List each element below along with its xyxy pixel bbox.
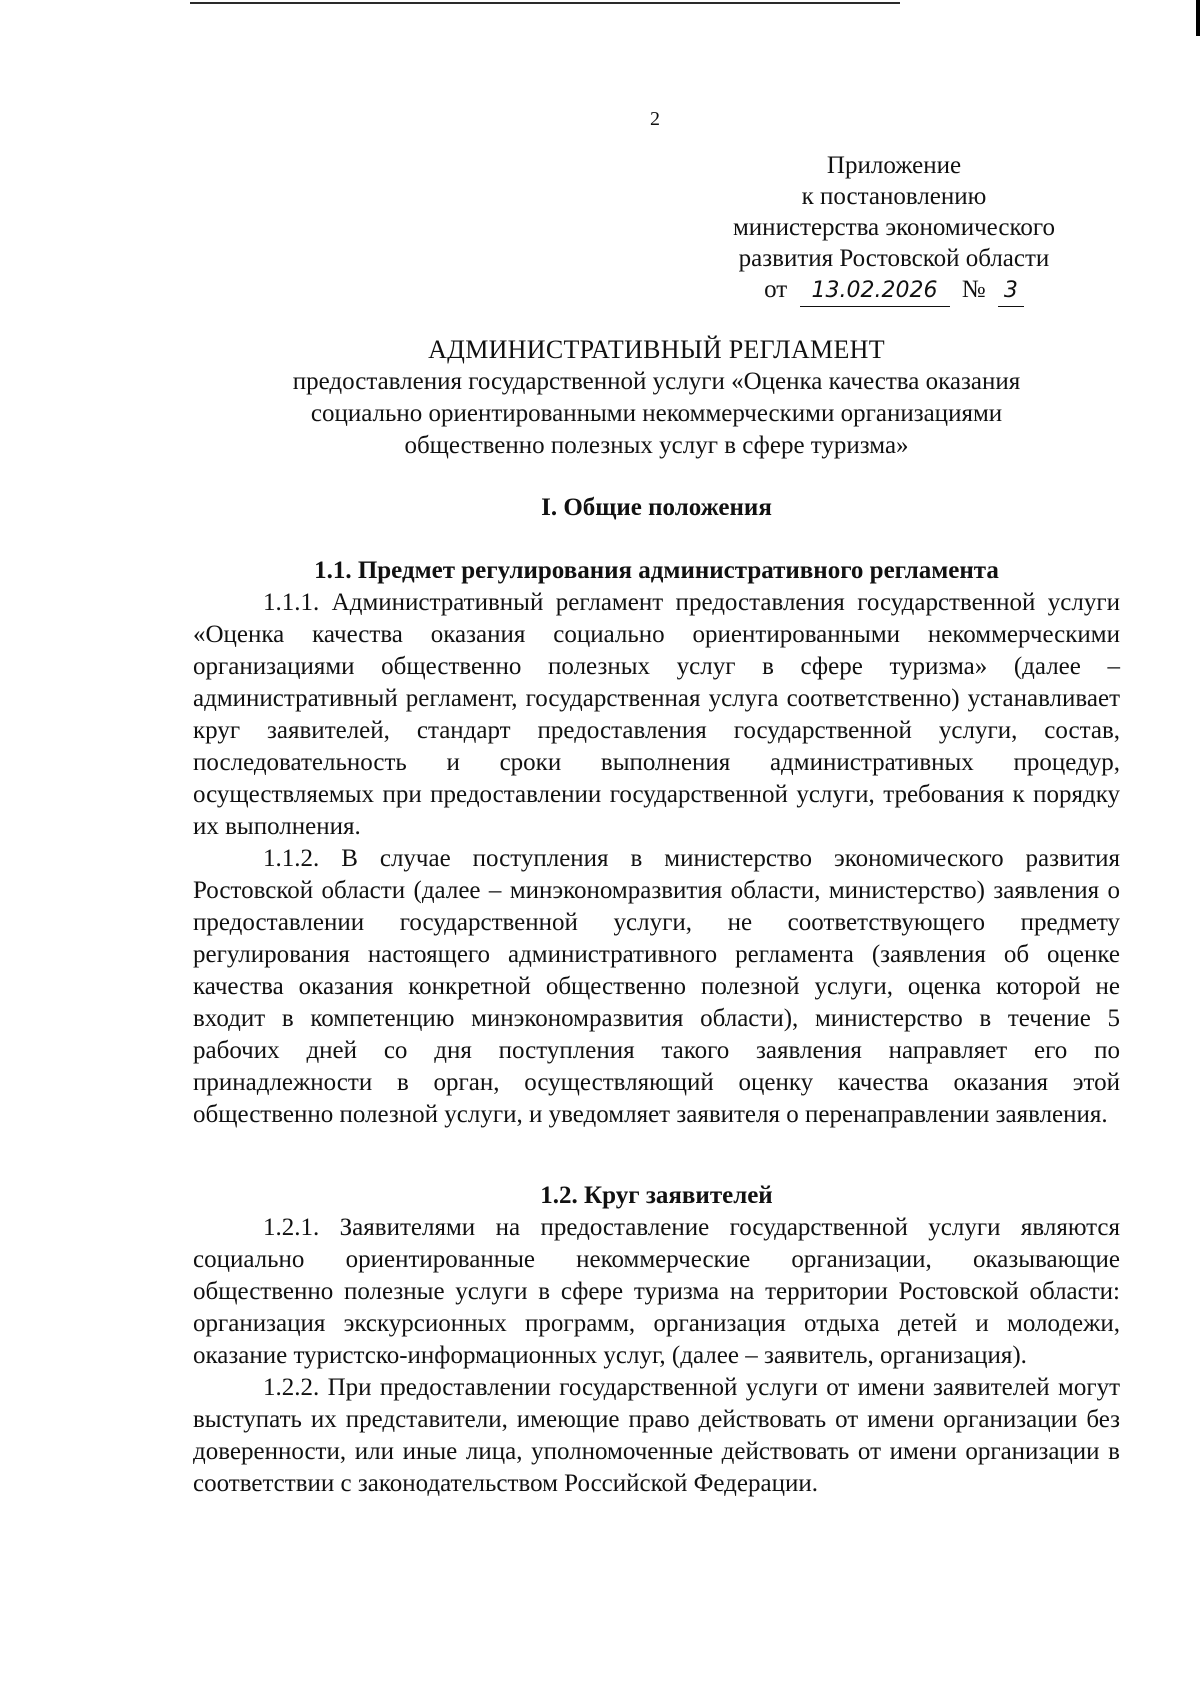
appendix-date-line xyxy=(700,274,1088,307)
document-title: АДМИНИСТРАТИВНЫЙ РЕГЛАМЕНТ xyxy=(428,335,885,364)
appendix-line-3: министерства экономического xyxy=(732,214,1056,241)
number-prefix: № xyxy=(961,276,986,303)
appendix-line-1: Приложение xyxy=(826,152,962,179)
subsection-1-1 xyxy=(193,555,1120,1131)
document-subtitle-line-1: предоставления государственной услуги «Оценка качества оказания xyxy=(292,368,1021,395)
document-subtitle-line-3: общественно полезных услуг в сфере туризма» xyxy=(404,432,909,459)
appendix-block xyxy=(700,150,1088,307)
subsection-1-2 xyxy=(193,1180,1120,1500)
paragraph: 1.2.1. Заявителями на предоставление государственной услуги являются социально ориентированные некоммерческие организации, оказывающие общественно полезные услуги в сфере туризма на территории Ростовской области: организация экскурсионных программ, организация отдыха детей и молодежи, оказание туристско-информационных услуг, (далее – заявитель, организация). xyxy=(193,1214,1120,1369)
appendix-line-2: к постановлению xyxy=(801,183,987,210)
paragraph: 1.1.2. В случае поступления в министерство экономического развития Ростовской области (далее – минэкономразвития области, министерство) заявления о предоставлении государственной услуги, не соответствующего предмету регулирования настоящего административного регламента (заявления об оценке качества оказания конкретной общественно полезной услуги, оценка которой не входит в компетенцию минэкономразвития области), министерство в течение 5 рабочих дней со дня поступления такого заявления направляет его по принадлежности в орган, осуществляющий оценку качества оказания этой общественно полезной услуги, и уведомляет заявителя о перенаправлении заявления. xyxy=(193,845,1120,1128)
scan-edge-line xyxy=(190,2,900,4)
subsection-heading: 1.1. Предмет регулирования административного регламента xyxy=(314,557,999,584)
subsection-heading: 1.2. Круг заявителей xyxy=(540,1182,773,1209)
date-prefix: от xyxy=(764,276,788,303)
document-subtitle-line-2: социально ориентированными некоммерческими организациями xyxy=(310,400,1003,427)
handwritten-number: 3 xyxy=(998,275,1024,307)
appendix-line-4: развития Ростовской области xyxy=(738,245,1050,272)
document-title-block xyxy=(193,334,1120,462)
page-number: 2 xyxy=(650,108,660,130)
section-heading: I. Общие положения xyxy=(541,494,772,521)
scan-edge-mark xyxy=(1196,0,1200,36)
handwritten-date: 13.02.2026 xyxy=(800,275,950,307)
paragraph: 1.1.1. Административный регламент предоставления государственной услуги «Оценка качества оказания социально ориентированными некоммерческими организациями общественно полезных услуг в сфере туризма» (далее – административный регламент, государственная услуга соответственно) устанавливает круг заявителей, стандарт предоставления государственной услуги, состав, последовательность и сроки выполнения административных процедур, осуществляемых при предоставлении государственной услуги, требования к порядку их выполнения. xyxy=(193,589,1120,840)
paragraph: 1.2.2. При предоставлении государственной услуги от имени заявителей могут выступать их представители, имеющие право действовать от имени организации без доверенности, или иные лица, уполномоченные действовать от имени организации в соответствии с законодательством Российской Федерации. xyxy=(193,1374,1120,1497)
